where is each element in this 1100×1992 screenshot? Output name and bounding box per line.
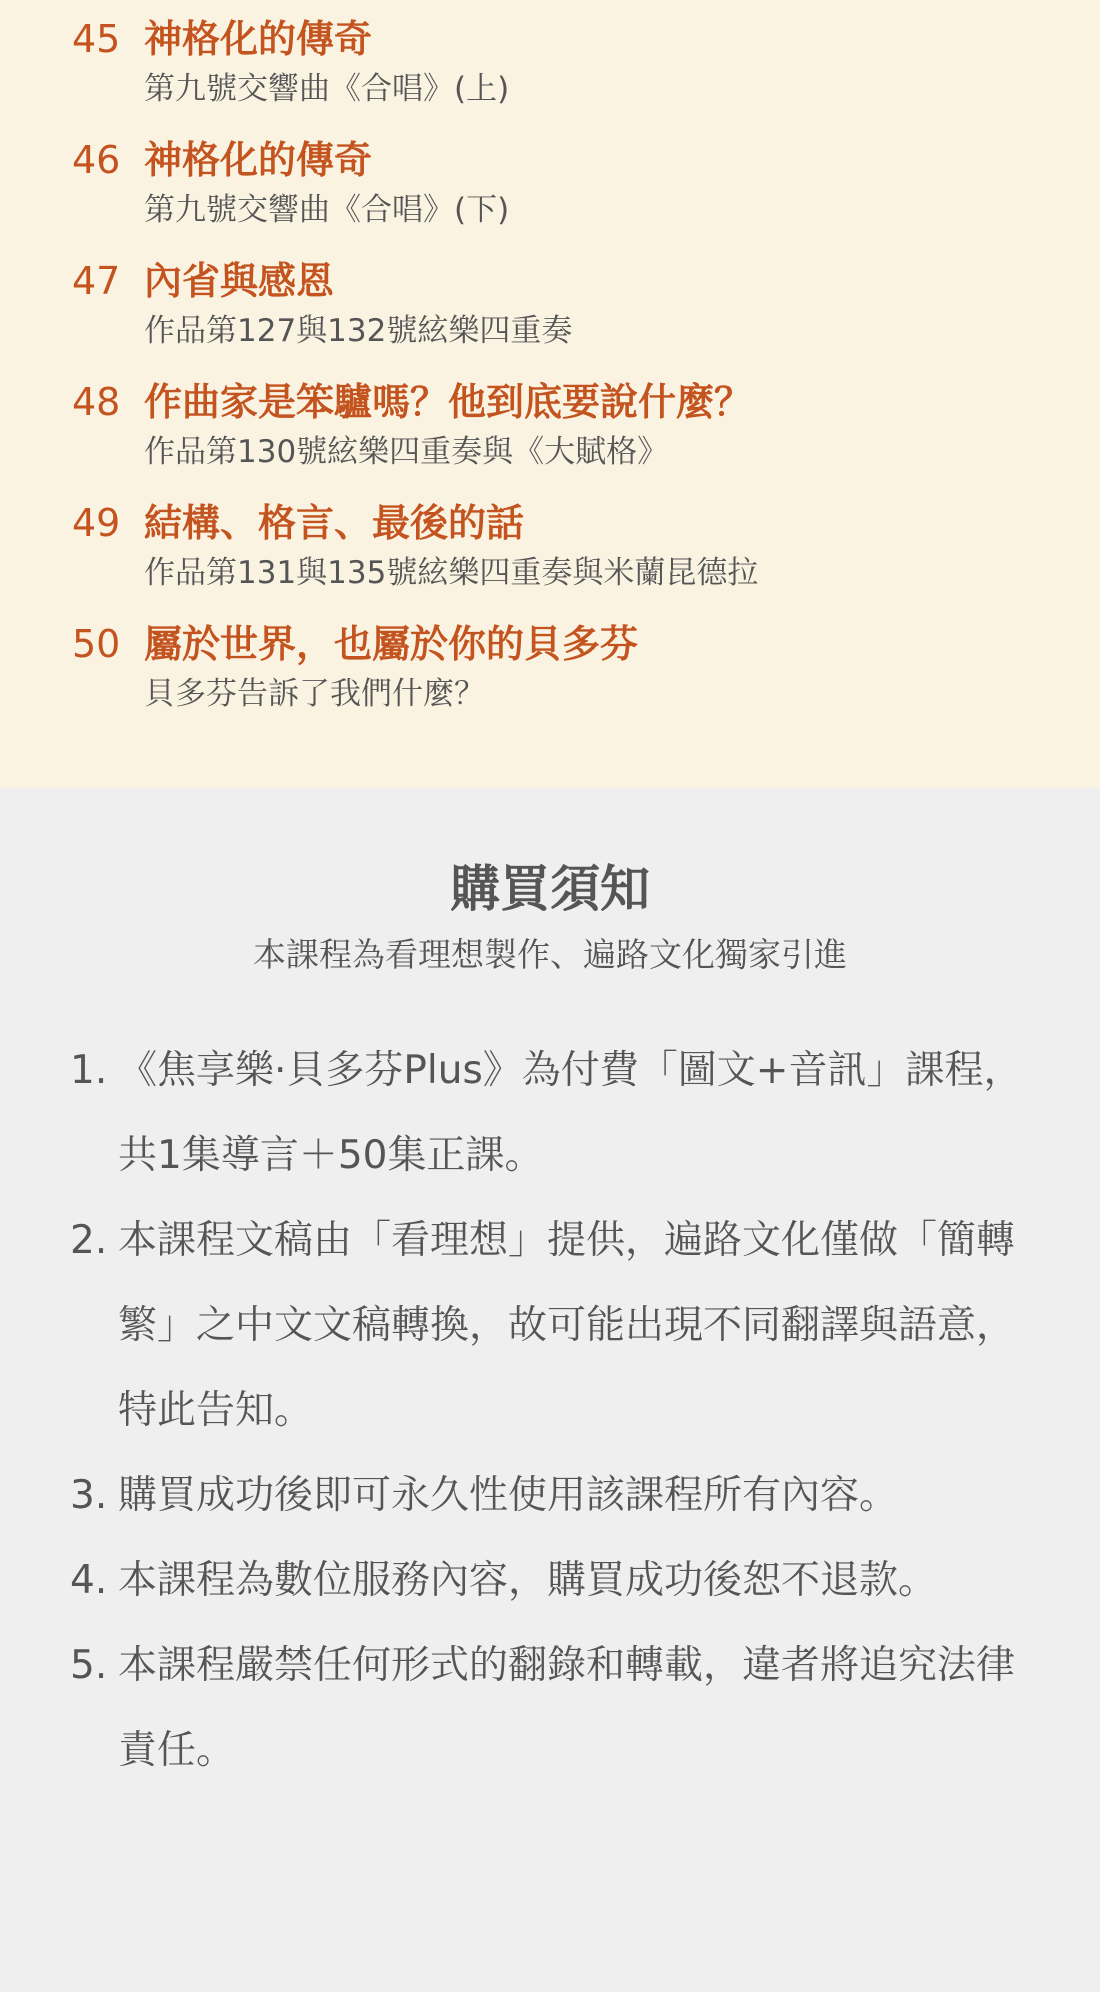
lesson-number: 45 (72, 17, 121, 61)
lesson-subtitle: 貝多芬告訴了我們什麼？ (144, 676, 485, 712)
lesson-item[interactable] (0, 494, 1100, 615)
lesson-subtitle: 作品第131與135號絃樂四重奏與米蘭昆德拉 (144, 555, 759, 591)
notice-item-number: 4. (70, 1558, 108, 1603)
lesson-number: 48 (72, 380, 121, 424)
lesson-title: 屬於世界，也屬於你的貝多芬 (144, 622, 639, 666)
lesson-item[interactable] (0, 10, 1100, 131)
notice-title: 購買須知 (450, 859, 650, 918)
lesson-item[interactable] (0, 615, 1100, 736)
purchase-notice (0, 788, 1100, 1992)
notice-list (70, 1028, 1030, 1793)
notice-item-number: 2. (70, 1218, 108, 1263)
lesson-subtitle: 作品第127與132號絃樂四重奏 (144, 313, 573, 349)
lesson-subtitle: 第九號交響曲《合唱》(上) (144, 71, 510, 107)
notice-item (70, 1623, 1030, 1793)
notice-item-text: 購買成功後即可永久性使用該課程所有內容。 (118, 1473, 899, 1518)
notice-item (70, 1198, 1030, 1453)
notice-item-text: 本課程嚴禁任何形式的翻錄和轉載，違者將追究法律責任。 (118, 1643, 1016, 1773)
lesson-subtitle: 作品第130號絃樂四重奏與《大賦格》 (144, 434, 669, 470)
lesson-subtitle: 第九號交響曲《合唱》(下) (144, 192, 510, 228)
lesson-list (0, 0, 1100, 788)
notice-item-text: 本課程為數位服務內容，購買成功後恕不退款。 (118, 1558, 938, 1603)
lesson-number: 49 (72, 501, 121, 545)
notice-item (70, 1538, 1030, 1623)
notice-item-number: 3. (70, 1473, 108, 1518)
lesson-item[interactable] (0, 131, 1100, 252)
notice-item-number: 5. (70, 1643, 108, 1688)
lesson-title: 結構、格言、最後的話 (144, 501, 525, 545)
lesson-title: 神格化的傳奇 (144, 17, 373, 61)
lesson-title: 作曲家是笨驢嗎？他到底要說什麼？ (144, 380, 753, 424)
lesson-number: 50 (72, 622, 121, 666)
notice-item (70, 1453, 1030, 1538)
lesson-item[interactable] (0, 373, 1100, 494)
lesson-title: 神格化的傳奇 (144, 138, 373, 182)
lesson-number: 47 (72, 259, 121, 303)
notice-item-number: 1. (70, 1048, 108, 1093)
lesson-number: 46 (72, 138, 121, 182)
lesson-title: 內省與感恩 (144, 259, 335, 303)
notice-item (70, 1028, 1030, 1198)
notice-item-text: 《焦享樂·貝多芬Plus》為付費「圖文+音訊」課程，共1集導言＋50集正課。 (118, 1048, 1023, 1178)
lesson-item[interactable] (0, 252, 1100, 373)
notice-item-text: 本課程文稿由「看理想」提供，遍路文化僅做「簡轉繁」之中文文稿轉換，故可能出現不同翻譯與語意，特此告知。 (118, 1218, 1016, 1433)
notice-subtitle: 本課程為看理想製作、遍路文化獨家引進 (253, 935, 847, 974)
